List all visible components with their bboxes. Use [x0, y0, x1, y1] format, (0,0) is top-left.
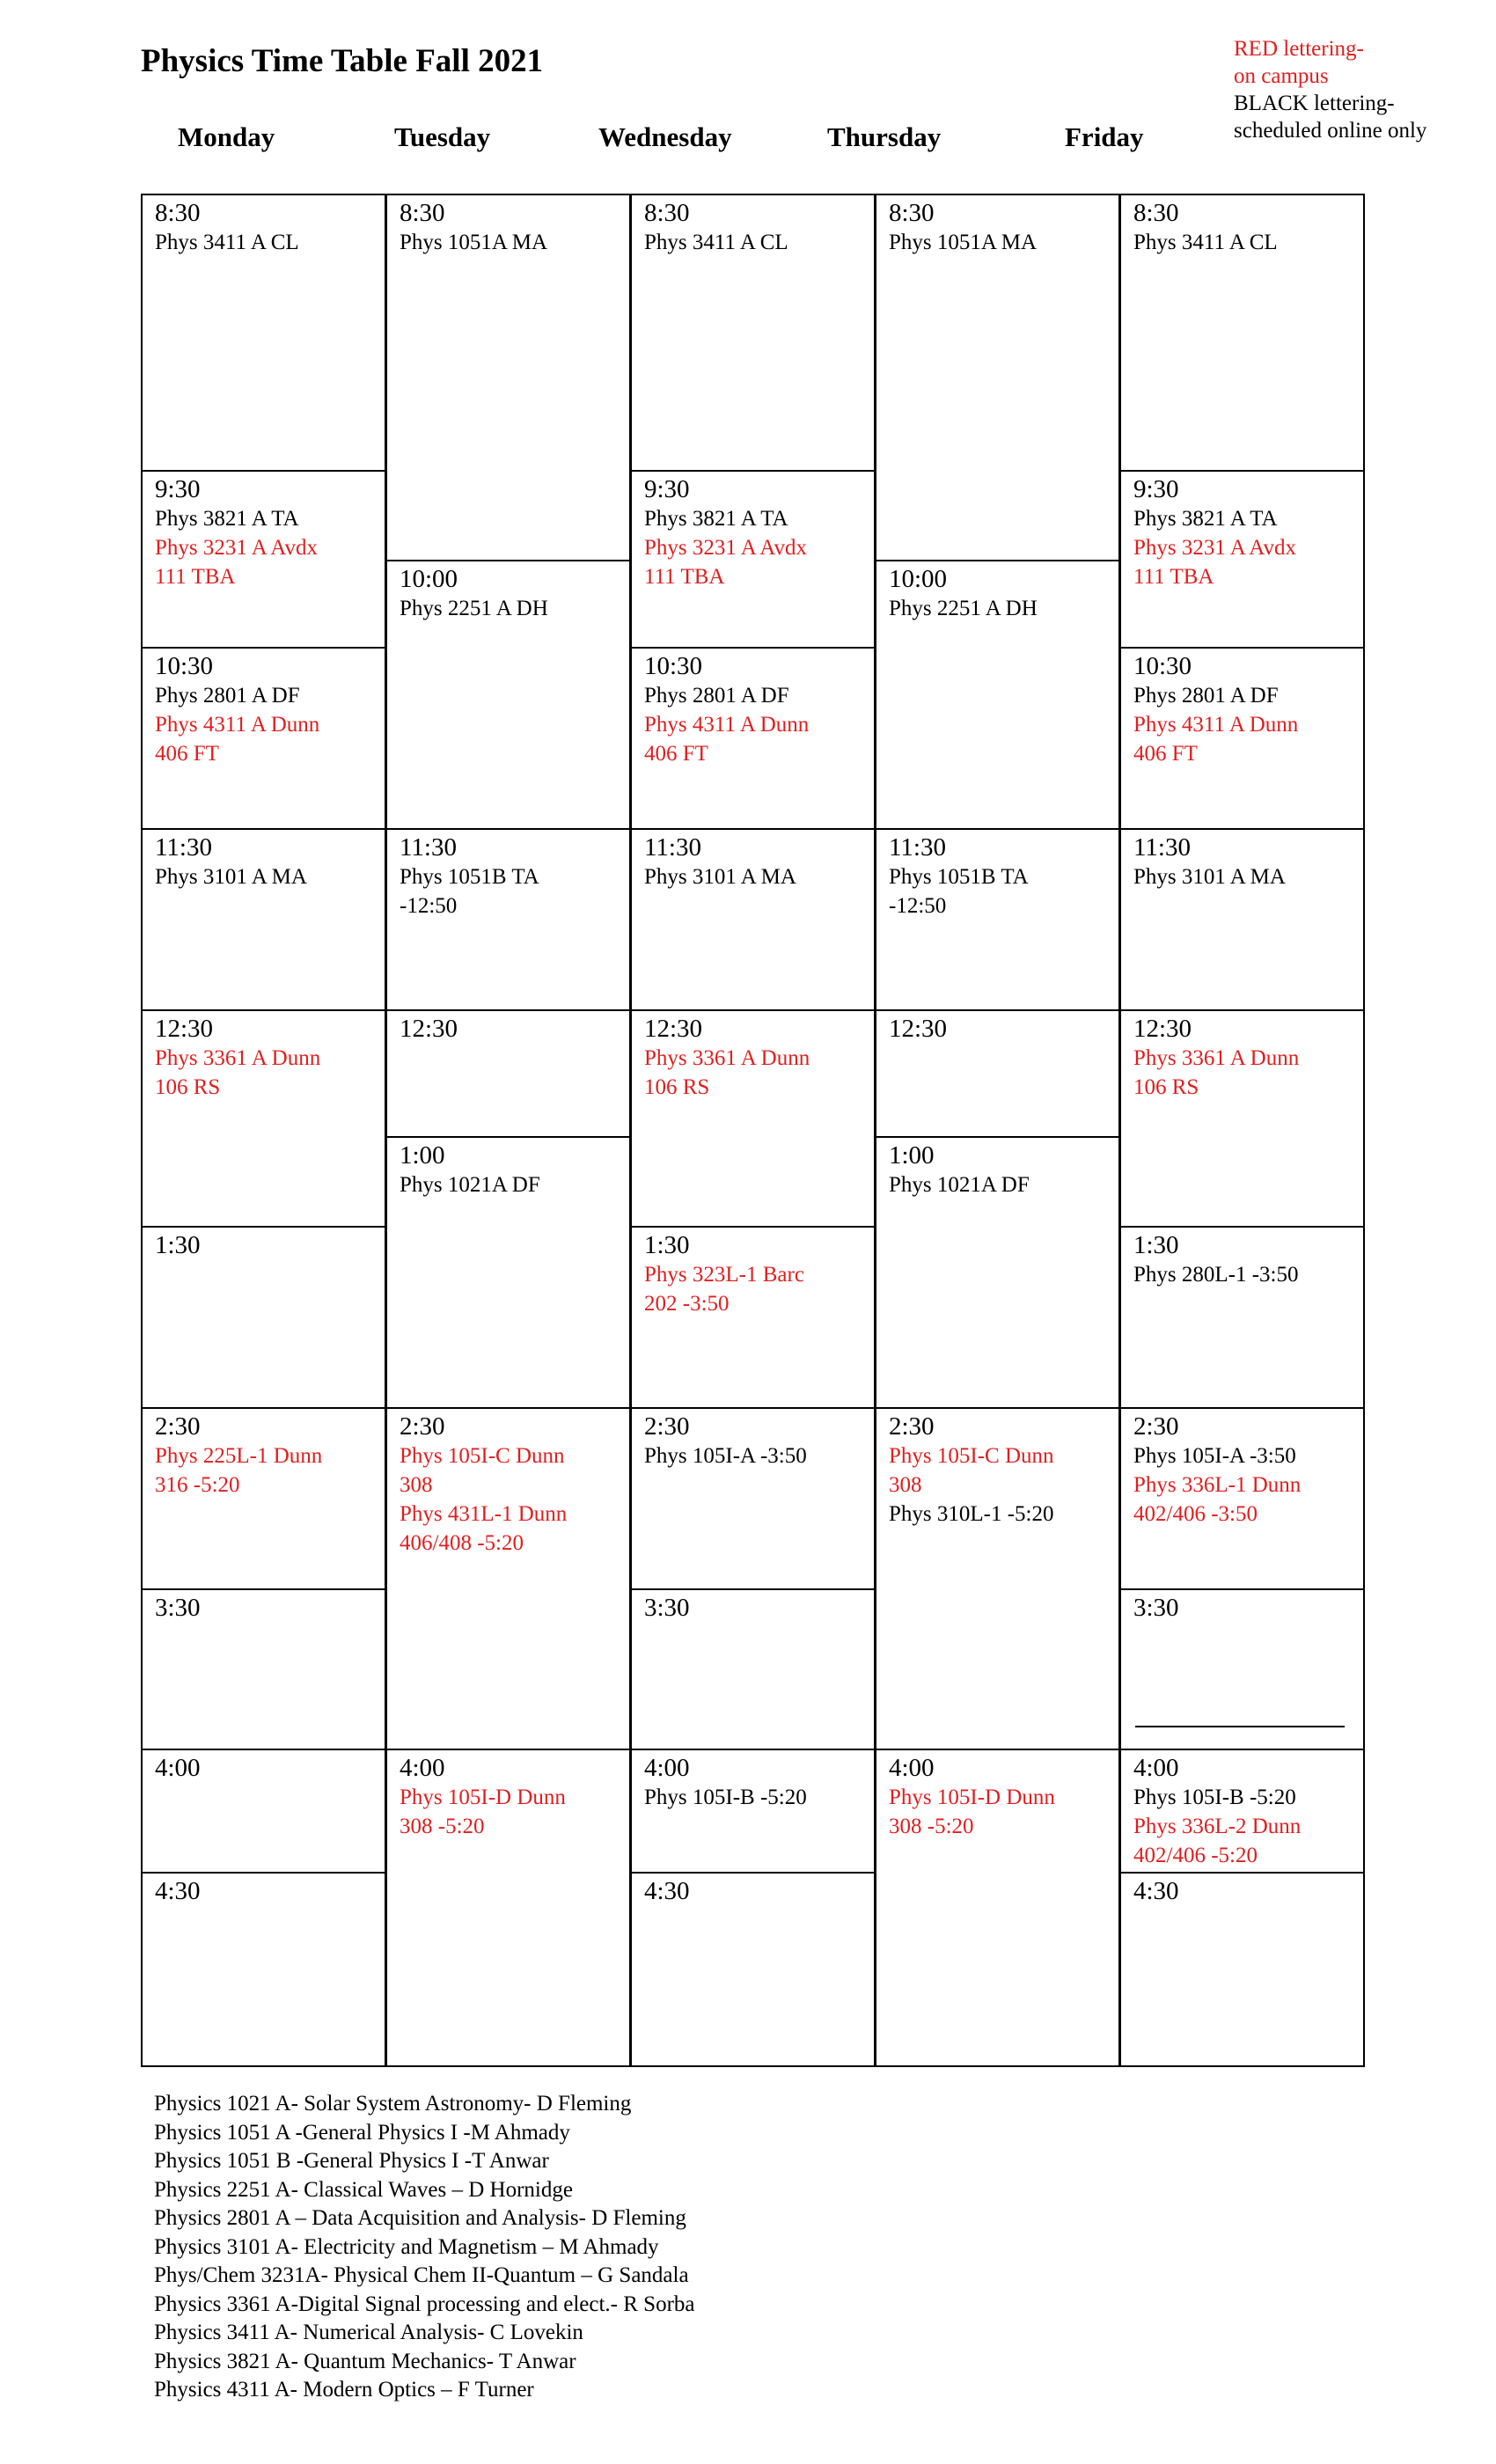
legend-black-line-1: BLACK lettering- — [1234, 92, 1395, 115]
on-campus-course-entry: 111 TBA — [155, 565, 236, 589]
on-campus-course-entry: 111 TBA — [1133, 565, 1214, 589]
on-campus-course-entry: Phys 3231 A Avdx — [1133, 536, 1296, 560]
online-course-entry: Phys 105I-A -3:50 — [1133, 1444, 1296, 1468]
on-campus-course-entry: Phys 323L-1 Barc — [644, 1263, 804, 1287]
online-course-entry: Phys 1051A MA — [400, 231, 548, 254]
schedule-cell — [630, 1588, 876, 1750]
course-description: Phys/Chem 3231A- Physical Chem II-Quantum – G Sandala — [154, 2263, 689, 2287]
time-slot-label: 4:00 — [1133, 1754, 1179, 1782]
schedule-cell — [630, 828, 876, 1011]
time-slot-label: 4:00 — [155, 1754, 201, 1782]
online-course-entry: Phys 105I-B -5:20 — [1133, 1786, 1296, 1809]
schedule-cell — [875, 1009, 1120, 1138]
time-slot-label: 4:00 — [644, 1754, 690, 1782]
schedule-cell — [1119, 1407, 1365, 1590]
time-slot-label: 9:30 — [1133, 475, 1179, 503]
on-campus-course-entry: 308 — [889, 1473, 922, 1497]
time-slot-label: 12:30 — [1133, 1015, 1192, 1043]
course-description: Physics 3821 A- Quantum Mechanics- T Anwar — [154, 2349, 576, 2373]
time-slot-label: 11:30 — [644, 833, 701, 862]
time-slot-label: 1:30 — [155, 1231, 201, 1259]
online-course-entry: Phys 3101 A MA — [1133, 865, 1286, 889]
schedule-cell — [141, 647, 386, 830]
on-campus-course-entry: 106 RS — [1133, 1075, 1199, 1099]
time-slot-label: 4:00 — [889, 1754, 935, 1782]
day-header-thursday: Thursday — [827, 121, 942, 152]
course-description: Physics 3101 A- Electricity and Magnetism – M Ahmady — [154, 2234, 659, 2259]
online-course-entry: Phys 3821 A TA — [155, 507, 299, 531]
on-campus-course-entry: Phys 105I-C Dunn — [889, 1444, 1054, 1468]
schedule-cell — [875, 1407, 1120, 1750]
time-slot-label: 4:30 — [644, 1877, 690, 1905]
time-slot-label: 10:00 — [400, 565, 458, 593]
course-description: Physics 1051 B -General Physics I -T Anwar — [154, 2149, 549, 2173]
time-slot-label: 2:30 — [889, 1412, 935, 1441]
time-slot-label: 3:30 — [155, 1594, 201, 1622]
time-slot-label: 3:30 — [1133, 1594, 1179, 1622]
schedule-cell — [141, 828, 386, 1011]
schedule-cell — [875, 194, 1120, 561]
time-slot-label: 3:30 — [644, 1594, 690, 1622]
online-course-entry: Phys 2801 A DF — [1133, 684, 1279, 708]
time-slot-label: 8:30 — [644, 199, 690, 227]
on-campus-course-entry: Phys 3361 A Dunn — [155, 1046, 321, 1070]
schedule-cell — [1119, 470, 1365, 649]
time-slot-label: 8:30 — [155, 199, 201, 227]
on-campus-course-entry: 202 -3:50 — [644, 1292, 730, 1316]
schedule-cell — [630, 1226, 876, 1409]
schedule-cell — [630, 470, 876, 649]
on-campus-course-entry: Phys 3231 A Avdx — [155, 536, 318, 560]
course-description: Physics 1051 A -General Physics I -M Ahmady — [154, 2120, 570, 2145]
schedule-cell — [141, 1226, 386, 1409]
time-slot-label: 8:30 — [889, 199, 935, 227]
schedule-cell — [141, 1749, 386, 1874]
schedule-cell — [630, 1872, 876, 2067]
legend-red-line-2: on campus — [1234, 64, 1329, 88]
schedule-cell — [1119, 828, 1365, 1011]
online-course-entry: Phys 1051B TA — [889, 865, 1029, 889]
online-course-entry: Phys 1051A MA — [889, 231, 1038, 254]
on-campus-course-entry: Phys 431L-1 Dunn — [400, 1502, 568, 1526]
on-campus-course-entry: 308 — [400, 1473, 433, 1497]
color-legend — [1234, 35, 1426, 144]
schedule-cell — [385, 560, 631, 830]
course-description: Physics 3411 A- Numerical Analysis- C Lovekin — [154, 2321, 583, 2344]
online-course-entry: Phys 280L-1 -3:50 — [1133, 1263, 1299, 1287]
online-course-entry: Phys 105I-B -5:20 — [644, 1786, 807, 1809]
on-campus-course-entry: 308 -5:20 — [889, 1815, 974, 1838]
on-campus-course-entry: Phys 3231 A Avdx — [644, 536, 807, 560]
time-slot-label: 4:00 — [400, 1754, 445, 1782]
online-course-entry: Phys 3821 A TA — [644, 507, 788, 531]
schedule-cell — [630, 647, 876, 830]
schedule-cell — [1119, 1872, 1365, 2067]
time-slot-label: 9:30 — [155, 475, 201, 503]
on-campus-course-entry: Phys 4311 A Dunn — [155, 713, 320, 737]
day-header-monday: Monday — [178, 121, 275, 152]
time-slot-label: 1:00 — [400, 1141, 445, 1170]
time-slot-label: 2:30 — [155, 1412, 201, 1441]
schedule-cell — [385, 194, 631, 561]
on-campus-course-entry: Phys 105I-D Dunn — [889, 1786, 1055, 1809]
time-slot-label: 4:30 — [155, 1877, 201, 1905]
on-campus-course-entry: Phys 4311 A Dunn — [644, 713, 810, 737]
online-course-entry: -12:50 — [400, 894, 458, 918]
on-campus-course-entry: Phys 3361 A Dunn — [1133, 1046, 1300, 1070]
on-campus-course-entry: 406 FT — [1133, 742, 1198, 766]
course-description: Physics 2801 A – Data Acquisition and Analysis- D Fleming — [154, 2206, 686, 2230]
schedule-cell — [385, 1009, 631, 1138]
time-slot-label: 11:30 — [1133, 833, 1191, 862]
time-slot-label: 10:30 — [155, 652, 214, 680]
online-course-entry: Phys 1051B TA — [400, 865, 539, 889]
schedule-cell — [1119, 194, 1365, 472]
on-campus-course-entry: 111 TBA — [644, 565, 725, 589]
time-slot-label: 11:30 — [400, 833, 457, 862]
online-course-entry: Phys 1021A DF — [889, 1173, 1030, 1197]
online-course-entry: Phys 3821 A TA — [1133, 507, 1278, 531]
course-description: Physics 4311 A- Modern Optics – F Turner — [154, 2378, 534, 2402]
time-slot-label: 12:30 — [400, 1015, 458, 1043]
schedule-cell — [630, 194, 876, 472]
course-list — [154, 2090, 695, 2405]
schedule-cell — [385, 828, 631, 1011]
schedule-cell — [385, 1136, 631, 1409]
schedule-cell — [141, 194, 386, 472]
course-description: Physics 1021 A- Solar System Astronomy- D Fleming — [154, 2092, 632, 2116]
time-slot-label: 4:30 — [1133, 1877, 1179, 1905]
online-course-entry: Phys 3101 A MA — [644, 865, 796, 889]
schedule-cell — [875, 1136, 1120, 1409]
time-slot-label: 2:30 — [400, 1412, 445, 1441]
online-course-entry: Phys 105I-A -3:50 — [644, 1444, 807, 1468]
schedule-cell — [141, 470, 386, 649]
course-description: Physics 3361 A-Digital Signal processing and elect.- R Sorba — [154, 2292, 695, 2316]
online-course-entry: Phys 2801 A DF — [155, 684, 300, 708]
schedule-cell — [141, 1407, 386, 1590]
on-campus-course-entry: Phys 336L-1 Dunn — [1133, 1473, 1302, 1497]
on-campus-course-entry: 308 -5:20 — [400, 1815, 485, 1838]
on-campus-course-entry: 406 FT — [155, 742, 219, 766]
schedule-cell — [875, 828, 1120, 1011]
day-header-friday: Friday — [1065, 121, 1144, 152]
on-campus-course-entry: 106 RS — [644, 1075, 710, 1099]
on-campus-course-entry: Phys 105I-C Dunn — [400, 1444, 565, 1468]
time-slot-label: 9:30 — [644, 475, 690, 503]
time-slot-label: 11:30 — [155, 833, 212, 862]
day-header-tuesday: Tuesday — [394, 121, 491, 152]
time-slot-label: 1:00 — [889, 1141, 935, 1170]
time-slot-label: 2:30 — [644, 1412, 690, 1441]
online-course-entry: Phys 2251 A DH — [889, 597, 1038, 620]
schedule-cell — [630, 1407, 876, 1590]
schedule-cell — [630, 1749, 876, 1874]
schedule-cell — [1119, 1749, 1365, 1874]
on-campus-course-entry: 406 FT — [644, 742, 708, 766]
time-slot-label: 2:30 — [1133, 1412, 1179, 1441]
time-slot-label: 10:30 — [1133, 652, 1192, 680]
online-course-entry: Phys 310L-1 -5:20 — [889, 1502, 1054, 1526]
schedule-cell — [875, 1749, 1120, 2067]
time-slot-label: 8:30 — [1133, 199, 1179, 227]
time-slot-label: 8:30 — [400, 199, 445, 227]
schedule-cell — [141, 1009, 386, 1228]
timetable-grid — [141, 194, 1363, 2067]
online-course-entry: Phys 3411 A CL — [1133, 231, 1278, 254]
schedule-cell — [1119, 1226, 1365, 1409]
course-description: Physics 2251 A- Classical Waves – D Hornidge — [154, 2177, 573, 2202]
schedule-cell — [385, 1749, 631, 2067]
schedule-cell — [385, 1407, 631, 1750]
time-slot-label: 10:00 — [889, 565, 948, 593]
page-title: Physics Time Table Fall 2021 — [141, 43, 544, 79]
legend-red-line-1: RED lettering- — [1234, 37, 1364, 61]
time-slot-label: 10:30 — [644, 652, 703, 680]
schedule-cell — [1119, 1009, 1365, 1228]
time-slot-label: 12:30 — [155, 1015, 214, 1043]
online-course-entry: Phys 1021A DF — [400, 1173, 540, 1197]
schedule-cell — [141, 1872, 386, 2067]
schedule-cell — [630, 1009, 876, 1228]
on-campus-course-entry: Phys 3361 A Dunn — [644, 1046, 810, 1070]
time-slot-label: 12:30 — [889, 1015, 948, 1043]
schedule-cell — [1119, 647, 1365, 830]
schedule-cell — [141, 1588, 386, 1750]
on-campus-course-entry: 402/406 -3:50 — [1133, 1502, 1258, 1526]
time-slot-label: 1:30 — [644, 1231, 690, 1259]
on-campus-course-entry: 106 RS — [155, 1075, 221, 1099]
time-slot-label: 1:30 — [1133, 1231, 1179, 1259]
online-course-entry: Phys 2801 A DF — [644, 684, 789, 708]
on-campus-course-entry: Phys 105I-D Dunn — [400, 1786, 566, 1809]
on-campus-course-entry: 406/408 -5:20 — [400, 1531, 524, 1555]
on-campus-course-entry: Phys 225L-1 Dunn — [155, 1444, 323, 1468]
time-slot-label: 11:30 — [889, 833, 946, 862]
time-slot-label: 12:30 — [644, 1015, 703, 1043]
friday-time-divider — [1135, 1726, 1345, 1727]
on-campus-course-entry: 402/406 -5:20 — [1133, 1844, 1258, 1867]
legend-black-line-2: scheduled online only — [1234, 119, 1427, 143]
online-course-entry: Phys 3411 A CL — [155, 231, 299, 254]
online-course-entry: Phys 3101 A MA — [155, 865, 307, 889]
day-header-wednesday: Wednesday — [598, 121, 732, 152]
schedule-cell — [875, 560, 1120, 830]
online-course-entry: -12:50 — [889, 894, 947, 918]
on-campus-course-entry: Phys 4311 A Dunn — [1133, 713, 1299, 737]
online-course-entry: Phys 2251 A DH — [400, 597, 548, 620]
on-campus-course-entry: 316 -5:20 — [155, 1473, 240, 1497]
on-campus-course-entry: Phys 336L-2 Dunn — [1133, 1815, 1302, 1838]
online-course-entry: Phys 3411 A CL — [644, 231, 788, 254]
